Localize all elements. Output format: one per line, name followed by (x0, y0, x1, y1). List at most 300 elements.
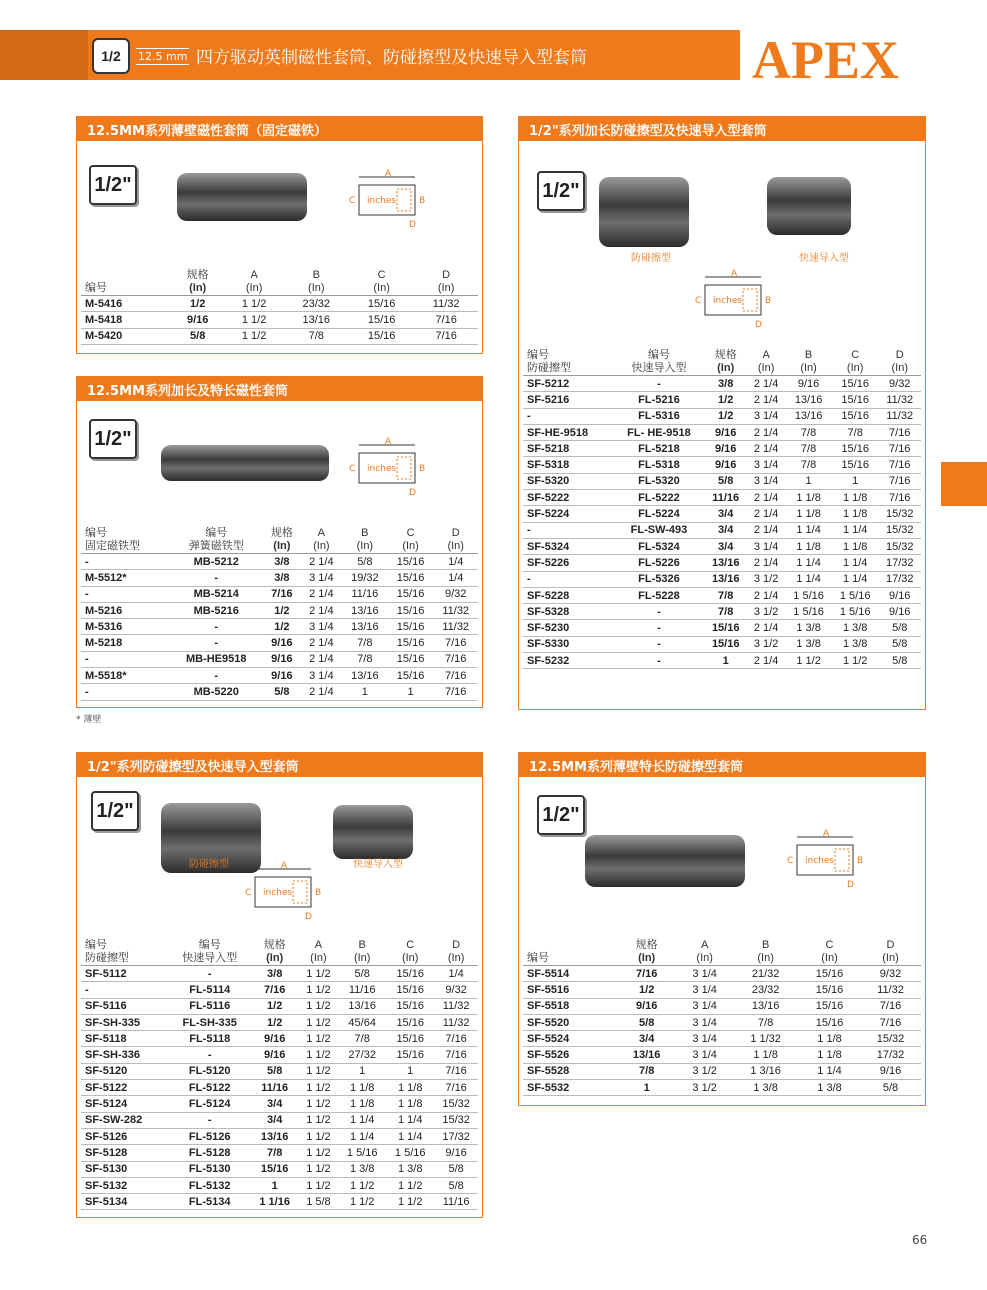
table-cell: - (169, 635, 263, 651)
table-cell: 15/16 (386, 1047, 434, 1063)
header-sub: (In) (447, 540, 464, 552)
header-text: B (804, 349, 813, 361)
table-cell: 9/32 (878, 376, 921, 392)
table-cell: FL-5122 (169, 1080, 251, 1096)
dimension-diagram-icon (243, 861, 333, 925)
table-cell: SF-5516 (523, 982, 616, 998)
table-cell: SF-5528 (523, 1063, 616, 1079)
table-cell: 7/16 (878, 490, 921, 506)
col-header (251, 939, 299, 966)
dim-a: A (731, 269, 738, 279)
table-cell: 2 1/4 (301, 635, 342, 651)
table-cell: 7/16 (434, 1063, 478, 1079)
table-body (81, 296, 478, 345)
table-cell: 1 1/4 (386, 1112, 434, 1128)
table-cell: SF-5212 (523, 376, 613, 392)
col-header (832, 349, 879, 376)
table-cell: 1 1/4 (832, 571, 879, 587)
table-cell: FL-5126 (169, 1128, 251, 1144)
table-cell: 13/16 (704, 555, 746, 571)
table-cell: 1 1/2 (299, 1063, 339, 1079)
table-cell: 1 (251, 1177, 299, 1193)
header-text: 编号 (85, 282, 107, 294)
col-header (81, 527, 169, 554)
table-cell: 1 (342, 684, 388, 700)
table-cell: - (523, 571, 613, 587)
table-cell: 9/16 (860, 1063, 921, 1079)
table-cell: 1 (832, 473, 879, 489)
header-text: 规格 (635, 939, 658, 951)
dim-d: D (755, 320, 762, 330)
dim-c: C (349, 464, 356, 474)
dim-d: D (409, 488, 416, 498)
table-cell: 15/16 (386, 1014, 434, 1030)
table-cell: FL-5114 (169, 982, 251, 998)
table-cell: SF-5330 (523, 636, 613, 652)
table-row (81, 966, 478, 982)
table-cell: 11/16 (704, 490, 746, 506)
table-cell: 11/32 (434, 1014, 478, 1030)
table-row (81, 570, 478, 586)
table-cell: FL-5128 (169, 1145, 251, 1161)
table-cell: 1 5/16 (832, 587, 879, 603)
table-cell: 23/32 (732, 982, 799, 998)
table-cell: MB-HE9518 (169, 651, 263, 667)
table-cell: - (613, 620, 704, 636)
header-text: D (451, 527, 460, 539)
col-header (878, 349, 921, 376)
table-cell: M-5418 (81, 312, 171, 328)
table-cell: FL-5132 (169, 1177, 251, 1193)
section-tab (941, 462, 987, 506)
table-cell: 13/16 (338, 998, 386, 1014)
table-cell: 5/8 (616, 1014, 677, 1030)
table-cell: 2 1/4 (301, 684, 342, 700)
table-cell: 1 3/8 (799, 1080, 860, 1096)
table-row (523, 522, 921, 538)
table-cell: 1/2 (616, 982, 677, 998)
table-cell: 7/16 (414, 312, 478, 328)
table-cell: 1 1/2 (299, 1161, 339, 1177)
table-cell: 7/8 (338, 1031, 386, 1047)
table-cell: M-5420 (81, 328, 171, 344)
table-cell: 3/8 (263, 554, 301, 570)
table-cell: 1 1/8 (785, 506, 832, 522)
header-text: 编号 (527, 349, 549, 361)
table-cell: - (613, 376, 704, 392)
header-text: C (825, 939, 834, 951)
table-cell: 1 3/8 (386, 1161, 434, 1177)
table-cell: 3/4 (704, 506, 746, 522)
table-cell: FL-SW-493 (613, 522, 704, 538)
col-header (81, 269, 171, 296)
table-cell: MB-5216 (169, 602, 263, 618)
table-cell: 2 1/4 (301, 554, 342, 570)
header-text: 规格 (186, 269, 209, 281)
table-cell: 9/32 (433, 586, 478, 602)
table-cell: 15/32 (878, 538, 921, 554)
table-row (81, 328, 478, 344)
table-cell: 9/32 (860, 966, 921, 982)
table-cell: 5/8 (434, 1177, 478, 1193)
dimension-diagram-icon (785, 829, 875, 893)
table-cell: 1 (338, 1063, 386, 1079)
dim-inches: inches (367, 196, 397, 206)
table-cell: 1 1/4 (832, 522, 879, 538)
table-cell: 5/8 (860, 1080, 921, 1096)
table-cell: 1 1/2 (225, 312, 284, 328)
table-cell: 13/16 (342, 602, 388, 618)
table-cell: 7/16 (860, 998, 921, 1014)
panel-anti-scratch (76, 752, 483, 1218)
table-cell: SF-5112 (81, 966, 169, 982)
table-row (523, 653, 921, 669)
table-cell: 27/32 (338, 1047, 386, 1063)
table-row (523, 376, 921, 392)
table-row (523, 1047, 921, 1063)
mm-label: 12.5 mm (138, 50, 188, 63)
table-row (523, 571, 921, 587)
dim-c: C (787, 856, 794, 866)
col-header (388, 527, 434, 554)
table-cell: 1 1/2 (832, 653, 879, 669)
header-text: C (406, 939, 415, 951)
header-sub: (In) (437, 282, 455, 294)
table-cell: 7/8 (342, 635, 388, 651)
table-cell: 15/16 (386, 982, 434, 998)
table-cell: 1 1/2 (299, 998, 339, 1014)
table-cell: 7/16 (433, 668, 478, 684)
table-cell: 7/16 (251, 982, 299, 998)
table-cell: 3 1/4 (677, 1031, 732, 1047)
header-text: A (700, 939, 709, 951)
socket-image (177, 173, 307, 221)
table-cell: M-5316 (81, 619, 169, 635)
table-row (81, 1161, 478, 1177)
table-cell: 1 1/8 (832, 506, 879, 522)
header-sub: 快速导入型 (631, 362, 687, 374)
table-cell: 5/8 (878, 653, 921, 669)
table-row (81, 1014, 478, 1030)
dim-c: C (245, 888, 252, 898)
table-cell: FL-5120 (169, 1063, 251, 1079)
col-header (338, 939, 386, 966)
table-body (523, 966, 921, 1096)
table-cell: 3 1/4 (677, 998, 732, 1014)
table-cell: MB-5214 (169, 586, 263, 602)
table-cell: 1 3/8 (732, 1080, 799, 1096)
table-cell: 1 1/2 (299, 982, 339, 998)
apex-logo (752, 22, 932, 92)
table-cell: SF-5134 (81, 1194, 169, 1210)
table-cell: SF-5328 (523, 604, 613, 620)
table-cell: 1 3/8 (832, 636, 879, 652)
socket-image (585, 835, 745, 887)
table-cell: SF-5226 (523, 555, 613, 571)
table-cell: 9/16 (878, 604, 921, 620)
table-cell: 1 1/2 (299, 1145, 339, 1161)
table-cell: 9/16 (785, 376, 832, 392)
table-row (81, 684, 478, 700)
table-cell: - (613, 653, 704, 669)
caption-quick: 快速导入型 (353, 859, 403, 870)
table-cell: 15/16 (799, 966, 860, 982)
panel-title: 1/2"系列防碰擦型及快速导入型套筒 (77, 753, 482, 777)
table-cell: 5/8 (338, 966, 386, 982)
table-cell: 1 1/8 (785, 490, 832, 506)
table-cell: 1/2 (704, 392, 746, 408)
header-sub: (In) (313, 540, 330, 552)
table-cell: 5/8 (171, 328, 225, 344)
table-row (523, 620, 921, 636)
header-text: 规格 (270, 527, 293, 539)
header-text: 编号 (527, 952, 549, 964)
dim-b: B (765, 296, 772, 306)
table-cell: 2 1/4 (301, 602, 342, 618)
caption-quick: 快速导入型 (799, 253, 849, 264)
dim-a: A (385, 169, 392, 179)
table-row (523, 998, 921, 1014)
col-header (860, 939, 921, 966)
table-cell: 1/2 (251, 998, 299, 1014)
header-sub: 快速导入型 (182, 952, 238, 964)
table-cell: 15/16 (704, 620, 746, 636)
table-cell: 9/16 (171, 312, 225, 328)
table-cell: SF-5132 (81, 1177, 169, 1193)
table-cell: 2 1/4 (747, 522, 785, 538)
dim-d: D (409, 220, 416, 230)
table-cell: M-5518* (81, 668, 169, 684)
table-cell: 15/16 (832, 408, 879, 424)
socket-image-quick (333, 805, 413, 859)
table-cell: 15/32 (878, 506, 921, 522)
table-cell: 3 1/2 (747, 604, 785, 620)
table-cell: 1 1/8 (386, 1080, 434, 1096)
table-cell: SF-5118 (81, 1031, 169, 1047)
table-cell: SF-5122 (81, 1080, 169, 1096)
table-cell: SF-5232 (523, 653, 613, 669)
size-top: 1/ (101, 48, 113, 64)
table-cell: 1 (616, 1080, 677, 1096)
table-cell: 7/16 (434, 1047, 478, 1063)
table-row (523, 441, 921, 457)
table-cell: SF-5126 (81, 1128, 169, 1144)
table-cell: 7/16 (878, 441, 921, 457)
table-cell: FL-5226 (613, 555, 704, 571)
table-cell: FL-5218 (613, 441, 704, 457)
table-cell: 17/32 (878, 555, 921, 571)
table-cell: SF-5320 (523, 473, 613, 489)
table-cell: 1/4 (434, 966, 478, 982)
table-cell: 9/16 (251, 1031, 299, 1047)
caption-anti-scratch: 防碰擦型 (189, 859, 229, 870)
col-header (342, 527, 388, 554)
header-sub: 防碰擦型 (85, 952, 129, 964)
table-row (81, 619, 478, 635)
header-text: D (452, 939, 461, 951)
table-cell: SF-HE-9518 (523, 424, 613, 440)
table-row (81, 602, 478, 618)
col-header (263, 527, 301, 554)
table-cell: 3 1/4 (677, 1047, 732, 1063)
dim-d: D (305, 912, 312, 922)
table-cell: 15/16 (386, 1031, 434, 1047)
table-row (523, 982, 921, 998)
table-cell: 2 1/4 (747, 506, 785, 522)
header-text: C (377, 269, 386, 281)
table-cell: 3 1/2 (677, 1063, 732, 1079)
table-cell: 7/16 (263, 586, 301, 602)
header-text: B (358, 939, 366, 951)
table-header (523, 939, 921, 966)
spec-table (81, 939, 478, 1210)
table-cell: 1 5/16 (785, 587, 832, 603)
table-cell: 15/16 (832, 376, 879, 392)
dim-inches: inches (805, 856, 835, 866)
header-sub: (In) (310, 952, 327, 964)
table-row (81, 1177, 478, 1193)
table-cell: 1 (785, 473, 832, 489)
table-cell: 3 1/4 (677, 1014, 732, 1030)
table-cell: 1/2 (263, 619, 301, 635)
col-header (523, 349, 613, 376)
table-cell: SF-5230 (523, 620, 613, 636)
table-cell: MB-5212 (169, 554, 263, 570)
col-header (434, 939, 478, 966)
table-cell: 7/8 (704, 587, 746, 603)
header-sub: (In) (189, 282, 207, 294)
table-cell: 15/16 (799, 1014, 860, 1030)
apex-logo-icon (752, 22, 932, 92)
table-cell: - (169, 1047, 251, 1063)
table-cell: 11/16 (338, 982, 386, 998)
table-cell: 3 1/2 (747, 571, 785, 587)
table-cell: - (169, 668, 263, 684)
table-cell: FL-5130 (169, 1161, 251, 1177)
table-cell: - (169, 570, 263, 586)
table-cell: 1 1/2 (299, 1047, 339, 1063)
header-sub: (In) (891, 362, 908, 374)
table-cell: 9/16 (878, 587, 921, 603)
table-cell: 3/4 (251, 1112, 299, 1128)
table-cell: SF-5518 (523, 998, 616, 1014)
header-text: D (442, 269, 451, 281)
table-cell: 13/16 (342, 668, 388, 684)
table-cell: - (613, 604, 704, 620)
table-cell: 7/8 (616, 1063, 677, 1079)
table-cell: 7/8 (342, 651, 388, 667)
table-cell: 5/8 (263, 684, 301, 700)
table-cell: 13/16 (732, 998, 799, 1014)
table-cell: - (81, 684, 169, 700)
header-sub: (In) (882, 952, 899, 964)
table-row (81, 1194, 478, 1210)
header-text: C (406, 527, 415, 539)
dim-a: A (385, 437, 392, 447)
table-cell: M-5216 (81, 602, 169, 618)
table-cell: - (613, 636, 704, 652)
table-cell: SF-5526 (523, 1047, 616, 1063)
col-header (799, 939, 860, 966)
table-cell: 2 1/4 (747, 424, 785, 440)
table-row (523, 506, 921, 522)
table-cell: 15/16 (386, 966, 434, 982)
table-cell: 3 1/4 (301, 570, 342, 586)
table-cell: 11/16 (251, 1080, 299, 1096)
table-cell: 1/2 (251, 1014, 299, 1030)
table-cell: 1 5/16 (832, 604, 879, 620)
table-cell: 15/16 (704, 636, 746, 652)
table-cell: SF-5228 (523, 587, 613, 603)
header-sub: (In) (638, 952, 656, 964)
table-cell: 15/32 (434, 1096, 478, 1112)
table-cell: 7/16 (433, 651, 478, 667)
table-body (81, 966, 478, 1210)
table-cell: 1 (388, 684, 434, 700)
table-cell: 7/16 (860, 1014, 921, 1030)
table-cell: 45/64 (338, 1014, 386, 1030)
table-cell: 3 1/4 (747, 538, 785, 554)
table-cell: 3/4 (251, 1096, 299, 1112)
table-cell: SF-5520 (523, 1014, 616, 1030)
table-cell: 1 1/8 (799, 1031, 860, 1047)
header-text: C (851, 349, 860, 361)
table-cell: 15/16 (388, 668, 434, 684)
table-cell: 9/16 (263, 668, 301, 684)
header-sub: (In) (308, 282, 325, 294)
header-sub: (In) (356, 540, 374, 552)
table-cell: 1 1/2 (386, 1177, 434, 1193)
table-cell: 1 1/2 (299, 1031, 339, 1047)
table-cell: 13/16 (342, 619, 388, 635)
dim-a: A (281, 861, 288, 871)
size-bottom: 2 (112, 48, 121, 64)
col-header (732, 939, 799, 966)
table-row (81, 1145, 478, 1161)
header-text: 编号 (85, 527, 107, 539)
table-cell: 1 1/4 (386, 1128, 434, 1144)
table-cell: FL-5124 (169, 1096, 251, 1112)
table-cell: 3/4 (616, 1031, 677, 1047)
table-cell: 1 1/8 (799, 1047, 860, 1063)
table-cell: M-5416 (81, 296, 171, 312)
table-cell: 17/32 (434, 1128, 478, 1144)
table-cell: FL-5134 (169, 1194, 251, 1210)
table-row (523, 538, 921, 554)
table-cell: 1 1/4 (799, 1063, 860, 1079)
table-cell: 2 1/4 (747, 376, 785, 392)
table-row (523, 587, 921, 603)
table-cell: 17/32 (860, 1047, 921, 1063)
table-cell: 5/8 (434, 1161, 478, 1177)
size-badge: 1/2" (91, 791, 139, 831)
socket-image-quick (767, 177, 851, 235)
table-cell: 7/16 (878, 473, 921, 489)
table-cell: FL-5222 (613, 490, 704, 506)
table-cell: SF-5120 (81, 1063, 169, 1079)
table-cell: SF-SH-335 (81, 1014, 169, 1030)
table-cell: 15/16 (799, 982, 860, 998)
table-cell: FL-5224 (613, 506, 704, 522)
table-cell: 1 3/8 (785, 636, 832, 652)
table-cell: 9/32 (434, 982, 478, 998)
table-cell: 15/16 (832, 441, 879, 457)
table-cell: 1 3/8 (338, 1161, 386, 1177)
table-cell: 2 1/4 (747, 587, 785, 603)
table-cell: 7/8 (284, 328, 349, 344)
table-cell: 2 1/4 (747, 653, 785, 669)
table-cell: 5/8 (878, 620, 921, 636)
